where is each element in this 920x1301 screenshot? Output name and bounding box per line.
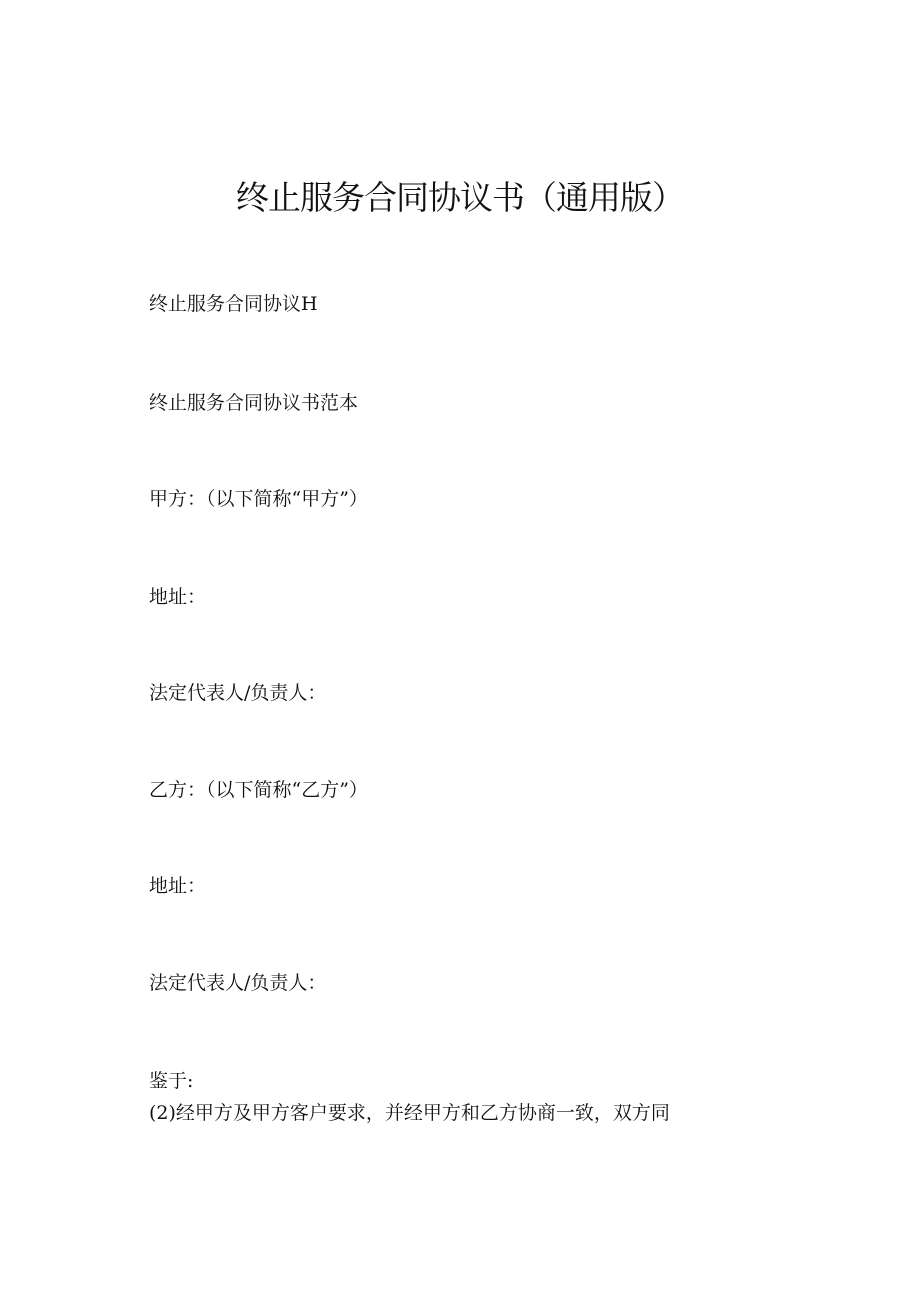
party-a-representative-line: 法定代表人/负责人： xyxy=(149,682,327,704)
party-a-address-line: 地址： xyxy=(149,586,207,608)
party-b-address-line: 地址： xyxy=(149,875,207,897)
clause-2-line: (2)经甲方及甲方客户要求，并经甲方和乙方协商一致，双方同 xyxy=(149,1102,670,1124)
template-name-line: 终止服务合同协议书范本 xyxy=(149,392,359,414)
party-a-line: 甲方：（以下简称“甲方”） xyxy=(149,488,368,510)
subtitle-line: 终止服务合同协议H xyxy=(149,293,318,315)
party-b-line: 乙方：（以下简称“乙方”） xyxy=(149,779,368,801)
document-title: 终止服务合同协议书（通用版） xyxy=(236,178,684,217)
party-b-representative-line: 法定代表人/负责人： xyxy=(149,972,327,994)
whereas-heading: 鉴于: xyxy=(149,1070,194,1092)
